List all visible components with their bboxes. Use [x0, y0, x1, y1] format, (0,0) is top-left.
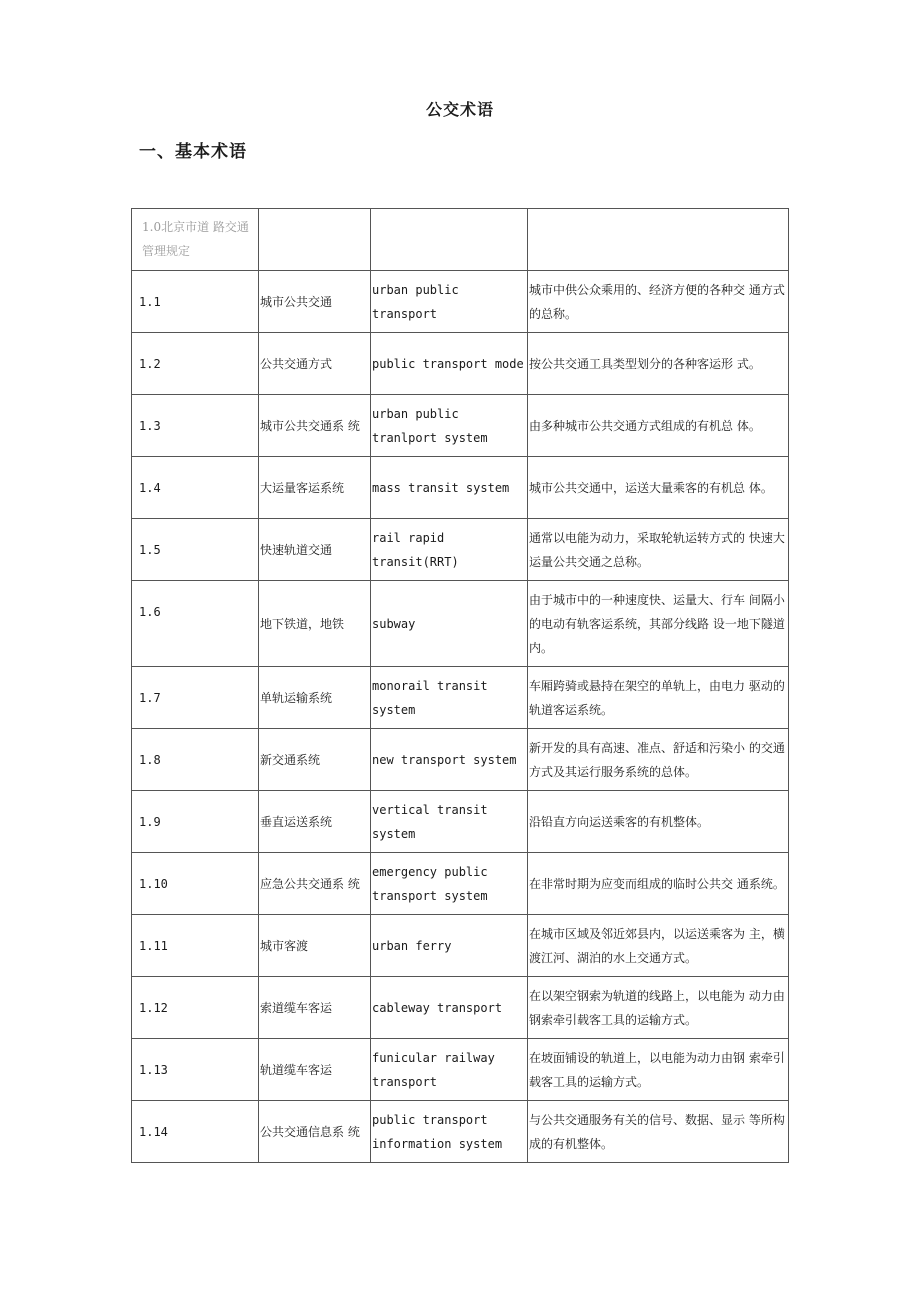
term-english: urban public transport	[371, 271, 528, 333]
term-definition: 按公共交通工具类型划分的各种客运形 式。	[528, 333, 789, 395]
term-chinese: 快速轨道交通	[259, 519, 371, 581]
term-definition: 由多种城市公共交通方式组成的有机总 体。	[528, 395, 789, 457]
table-row	[132, 457, 789, 519]
table-row	[132, 667, 789, 729]
term-number: 1.14	[132, 1101, 259, 1163]
table-row	[132, 395, 789, 457]
term-english: emergency public transport system	[371, 853, 528, 915]
term-chinese: 大运量客运系统	[259, 457, 371, 519]
term-chinese: 城市公共交通	[259, 271, 371, 333]
term-number: 1.9	[132, 791, 259, 853]
table-row	[132, 729, 789, 791]
term-chinese: 新交通系统	[259, 729, 371, 791]
page-title: 公交术语	[425, 100, 494, 119]
term-chinese: 城市公共交通系 统	[259, 395, 371, 457]
term-definition: 由于城市中的一种速度快、运量大、行车 间隔小的电动有轨客运系统，其部分线路 设一地下隧道内。	[528, 581, 789, 667]
term-english: rail rapid transit(RRT)	[371, 519, 528, 581]
header-note: 1.0北京市道 路交通管理规定	[132, 209, 259, 271]
term-definition: 车厢跨骑或悬持在架空的单轨上，由电力 驱动的轨道客运系统。	[528, 667, 789, 729]
term-definition: 通常以电能为动力，采取轮轨运转方式的 快速大运量公共交通之总称。	[528, 519, 789, 581]
term-number: 1.11	[132, 915, 259, 977]
terms-table	[131, 208, 789, 1163]
header-empty-cell	[371, 209, 528, 271]
term-number: 1.2	[132, 333, 259, 395]
term-english: funicular railway transport	[371, 1039, 528, 1101]
term-number: 1.8	[132, 729, 259, 791]
header-empty-cell	[528, 209, 789, 271]
table-row	[132, 271, 789, 333]
term-english: vertical transit system	[371, 791, 528, 853]
term-chinese: 索道缆车客运	[259, 977, 371, 1039]
term-definition: 沿铅直方向运送乘客的有机整体。	[528, 791, 789, 853]
term-number: 1.13	[132, 1039, 259, 1101]
term-definition: 新开发的具有高速、准点、舒适和污染小 的交通方式及其运行服务系统的总体。	[528, 729, 789, 791]
table-row	[132, 791, 789, 853]
term-number: 1.5	[132, 519, 259, 581]
term-number: 1.1	[132, 271, 259, 333]
term-english: public transport information system	[371, 1101, 528, 1163]
term-english: urban public tranlport system	[371, 395, 528, 457]
table-row	[132, 333, 789, 395]
header-empty-cell	[259, 209, 371, 271]
term-definition: 在以架空钢索为轨道的线路上，以电能为 动力由钢索牵引载客工具的运输方式。	[528, 977, 789, 1039]
term-chinese: 轨道缆车客运	[259, 1039, 371, 1101]
term-english: cableway transport	[371, 977, 528, 1039]
table-row	[132, 1039, 789, 1101]
table-row	[132, 1101, 789, 1163]
term-english: urban ferry	[371, 915, 528, 977]
term-english: new transport system	[371, 729, 528, 791]
table-row	[132, 915, 789, 977]
term-chinese: 垂直运送系统	[259, 791, 371, 853]
term-definition: 城市中供公众乘用的、经济方便的各种交 通方式的总称。	[528, 271, 789, 333]
term-chinese: 地下铁道，地铁	[259, 581, 371, 667]
term-chinese: 城市客渡	[259, 915, 371, 977]
term-definition: 与公共交通服务有关的信号、数据、显示 等所构成的有机整体。	[528, 1101, 789, 1163]
term-number: 1.4	[132, 457, 259, 519]
term-number: 1.6	[132, 581, 259, 667]
table-row	[132, 519, 789, 581]
term-number: 1.10	[132, 853, 259, 915]
term-english: public transport mode	[371, 333, 528, 395]
term-definition: 在坡面铺设的轨道上，以电能为动力由钢 索牵引载客工具的运输方式。	[528, 1039, 789, 1101]
term-definition: 城市公共交通中，运送大量乘客的有机总 体。	[528, 457, 789, 519]
term-definition: 在城市区域及邻近郊县内，以运送乘客为 主，横渡江河、湖泊的水上交通方式。	[528, 915, 789, 977]
section-heading: 一、基本术语	[139, 142, 247, 162]
table-row	[132, 581, 789, 667]
term-english: subway	[371, 581, 528, 667]
term-english: monorail transit system	[371, 667, 528, 729]
term-chinese: 公共交通信息系 统	[259, 1101, 371, 1163]
term-number: 1.12	[132, 977, 259, 1039]
term-chinese: 应急公共交通系 统	[259, 853, 371, 915]
table-row	[132, 977, 789, 1039]
term-number: 1.3	[132, 395, 259, 457]
term-chinese: 公共交通方式	[259, 333, 371, 395]
term-english: mass transit system	[371, 457, 528, 519]
term-definition: 在非常时期为应变而组成的临时公共交 通系统。	[528, 853, 789, 915]
term-number: 1.7	[132, 667, 259, 729]
table-header-row	[132, 209, 789, 271]
term-chinese: 单轨运输系统	[259, 667, 371, 729]
table-row	[132, 853, 789, 915]
